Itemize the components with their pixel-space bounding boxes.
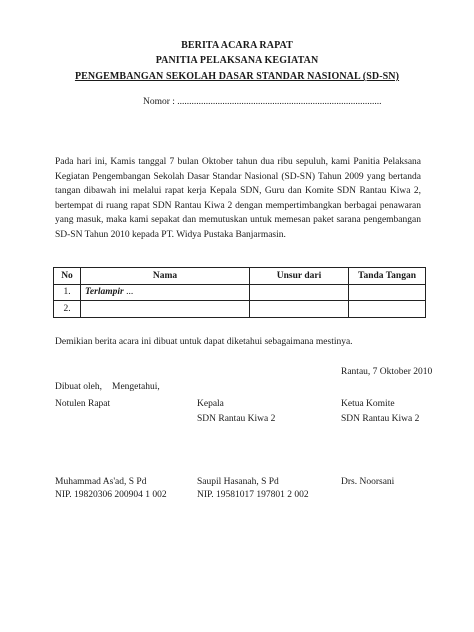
notulen-name: Muhammad As'ad, S Pd xyxy=(55,477,147,487)
title-line-2: PANITIA PELAKSANA KEGIATAN xyxy=(155,55,319,66)
cell-nama xyxy=(81,301,250,318)
body-paragraph xyxy=(55,155,421,243)
header-tanda-tangan: Tanda Tangan xyxy=(349,268,426,285)
table-row xyxy=(54,284,426,301)
cell-nama xyxy=(81,284,250,301)
title-line-1: BERITA ACARA RAPAT xyxy=(181,40,293,51)
paragraph-text: Pada hari ini, Kamis tanggal 7 bulan Oktober tahun dua ribu sepuluh, kami Panitia Pelaksana Kegiatan Pengembangan Sekolah Dasar Standar Nasional (SD-SN) Tahun 2009 yang bertanda tangan dibawah ini melalui rapat kerja Kepala SDN, Guru dan Komite SDN Rantau Kiwa 2, bertempat di ruang rapat SDN Rantau Kiwa 2 dengan mempertimbangkan berbagai penawaran yang masuk, maka kami sepakat dan memutuskan untuk memesan paket sarana pengembangan SD-SN Tahun 2010 kepada PT. Widya Pustaka Banjarmasin. xyxy=(55,157,421,240)
dibuat-oleh: Dibuat oleh, xyxy=(55,382,102,392)
nomor-line: Nomor : ...................................................................................... xyxy=(143,97,382,107)
cell-unsur xyxy=(250,301,349,318)
table-header-row xyxy=(54,268,426,285)
header-no: No xyxy=(54,268,81,285)
kepala-role: Kepala xyxy=(197,399,224,409)
closing-text: Demikian berita acara ini dibuat untuk dapat diketahui sebagaimana mestinya. xyxy=(55,337,353,347)
header-unsur: Unsur dari xyxy=(250,268,349,285)
komite-role: Ketua Komite xyxy=(341,399,395,409)
kepala-org: SDN Rantau Kiwa 2 xyxy=(197,414,276,424)
table-row xyxy=(54,301,426,318)
place-date: Rantau, 7 Oktober 2010 xyxy=(341,367,433,377)
komite-org: SDN Rantau Kiwa 2 xyxy=(341,414,420,424)
notulen-role: Notulen Rapat xyxy=(55,399,111,409)
cell-ttd xyxy=(349,284,426,301)
mengetahui: Mengetahui, xyxy=(112,382,160,392)
cell-nama-bold: Terlampir xyxy=(85,287,124,298)
header-nama: Nama xyxy=(81,268,250,285)
kepala-nip: NIP. 19581017 197801 2 002 xyxy=(197,490,309,500)
cell-no: 2. xyxy=(54,301,81,318)
title-line-3: PENGEMBANGAN SEKOLAH DASAR STANDAR NASIONAL (SD-SN) xyxy=(74,71,400,82)
cell-no: 1. xyxy=(54,284,81,301)
cell-unsur xyxy=(250,284,349,301)
attendance-table xyxy=(53,267,426,318)
komite-name: Drs. Noorsani xyxy=(341,477,395,487)
cell-nama-rest: ... xyxy=(123,287,134,298)
cell-ttd xyxy=(349,301,426,318)
notulen-nip: NIP. 19820306 200904 1 002 xyxy=(55,490,167,500)
kepala-name: Saupil Hasanah, S Pd xyxy=(197,477,279,487)
